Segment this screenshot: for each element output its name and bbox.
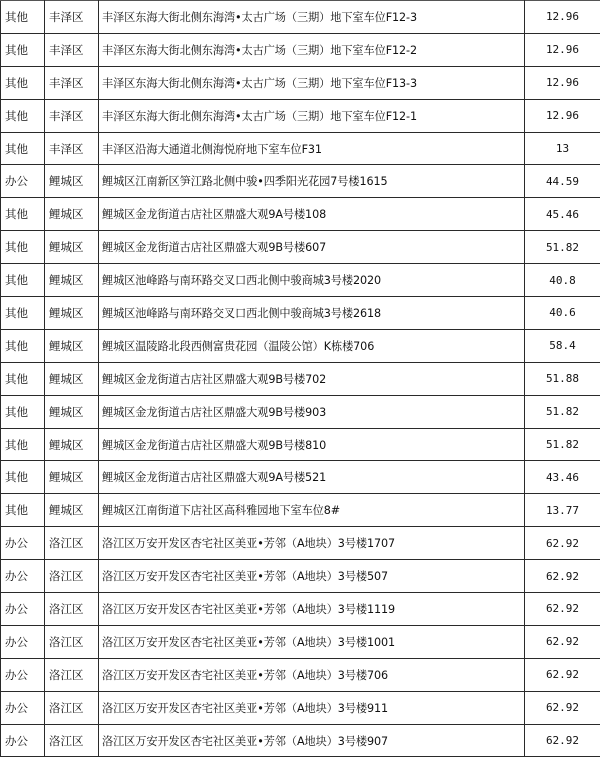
table-row [1, 658, 600, 691]
table-row [1, 329, 600, 362]
cell-area: 51.82 [525, 428, 600, 461]
cell-type: 办公 [1, 527, 45, 560]
cell-type: 其他 [1, 99, 45, 132]
cell-address: 鲤城区金龙街道古店社区鼎盛大观9B号楼702 [99, 362, 525, 395]
cell-district: 鲤城区 [45, 395, 99, 428]
table-row [1, 66, 600, 99]
cell-area: 62.92 [525, 625, 600, 658]
cell-area: 62.92 [525, 658, 600, 691]
cell-area: 45.46 [525, 198, 600, 231]
table-row [1, 625, 600, 658]
cell-address: 鲤城区金龙街道古店社区鼎盛大观9A号楼521 [99, 461, 525, 494]
cell-type: 其他 [1, 198, 45, 231]
table-row [1, 691, 600, 724]
cell-type: 其他 [1, 231, 45, 264]
cell-type: 办公 [1, 625, 45, 658]
cell-district: 鲤城区 [45, 198, 99, 231]
cell-area: 62.92 [525, 724, 600, 757]
cell-district: 鲤城区 [45, 362, 99, 395]
cell-district: 鲤城区 [45, 165, 99, 198]
cell-area: 13 [525, 132, 600, 165]
cell-address: 丰泽区东海大街北侧东海湾•太古广场（三期）地下室车位F12-3 [99, 1, 525, 34]
table-row [1, 99, 600, 132]
cell-area: 40.8 [525, 264, 600, 297]
table-row [1, 231, 600, 264]
cell-area: 13.77 [525, 494, 600, 527]
cell-type: 其他 [1, 329, 45, 362]
cell-district: 丰泽区 [45, 99, 99, 132]
cell-district: 丰泽区 [45, 33, 99, 66]
cell-type: 其他 [1, 494, 45, 527]
cell-type: 其他 [1, 362, 45, 395]
table-row [1, 264, 600, 297]
table-row [1, 165, 600, 198]
cell-address: 鲤城区温陵路北段西侧富贵花园（温陵公馆）K栋楼706 [99, 329, 525, 362]
table-row [1, 395, 600, 428]
cell-address: 丰泽区东海大街北侧东海湾•太古广场（三期）地下室车位F12-2 [99, 33, 525, 66]
cell-type: 办公 [1, 691, 45, 724]
cell-type: 其他 [1, 297, 45, 330]
table-row [1, 560, 600, 593]
cell-area: 40.6 [525, 297, 600, 330]
cell-district: 鲤城区 [45, 264, 99, 297]
cell-type: 办公 [1, 560, 45, 593]
cell-district: 洛江区 [45, 691, 99, 724]
table-row [1, 297, 600, 330]
cell-area: 43.46 [525, 461, 600, 494]
cell-address: 鲤城区池峰路与南环路交叉口西北侧中骏商城3号楼2020 [99, 264, 525, 297]
table-row [1, 527, 600, 560]
cell-address: 丰泽区沿海大通道北侧海悦府地下室车位F31 [99, 132, 525, 165]
cell-district: 洛江区 [45, 593, 99, 626]
cell-area: 12.96 [525, 99, 600, 132]
cell-district: 洛江区 [45, 527, 99, 560]
cell-district: 丰泽区 [45, 1, 99, 34]
cell-address: 鲤城区金龙街道古店社区鼎盛大观9B号楼810 [99, 428, 525, 461]
cell-address: 鲤城区池峰路与南环路交叉口西北侧中骏商城3号楼2618 [99, 297, 525, 330]
table-row [1, 428, 600, 461]
cell-type: 其他 [1, 66, 45, 99]
cell-address: 洛江区万安开发区杏宅社区美亚•芳邻（A地块）3号楼907 [99, 724, 525, 757]
cell-district: 鲤城区 [45, 461, 99, 494]
cell-address: 洛江区万安开发区杏宅社区美亚•芳邻（A地块）3号楼1707 [99, 527, 525, 560]
cell-address: 鲤城区金龙街道古店社区鼎盛大观9A号楼108 [99, 198, 525, 231]
cell-district: 鲤城区 [45, 494, 99, 527]
cell-area: 12.96 [525, 1, 600, 34]
cell-area: 12.96 [525, 66, 600, 99]
table-row [1, 33, 600, 66]
table-body [1, 1, 600, 757]
cell-area: 62.92 [525, 560, 600, 593]
cell-district: 鲤城区 [45, 297, 99, 330]
cell-type: 其他 [1, 395, 45, 428]
cell-area: 62.92 [525, 527, 600, 560]
cell-type: 其他 [1, 132, 45, 165]
cell-address: 洛江区万安开发区杏宅社区美亚•芳邻（A地块）3号楼507 [99, 560, 525, 593]
cell-area: 62.92 [525, 593, 600, 626]
cell-type: 办公 [1, 593, 45, 626]
cell-district: 鲤城区 [45, 428, 99, 461]
cell-address: 洛江区万安开发区杏宅社区美亚•芳邻（A地块）3号楼911 [99, 691, 525, 724]
cell-district: 鲤城区 [45, 231, 99, 264]
cell-type: 其他 [1, 428, 45, 461]
cell-address: 洛江区万安开发区杏宅社区美亚•芳邻（A地块）3号楼1001 [99, 625, 525, 658]
cell-type: 其他 [1, 33, 45, 66]
table-row [1, 1, 600, 34]
cell-address: 丰泽区东海大街北侧东海湾•太古广场（三期）地下室车位F12-1 [99, 99, 525, 132]
cell-type: 办公 [1, 724, 45, 757]
table-row [1, 593, 600, 626]
cell-address: 鲤城区江南新区笋江路北侧中骏•四季阳光花园7号楼1615 [99, 165, 525, 198]
cell-area: 51.82 [525, 231, 600, 264]
cell-area: 51.88 [525, 362, 600, 395]
cell-address: 洛江区万安开发区杏宅社区美亚•芳邻（A地块）3号楼1119 [99, 593, 525, 626]
table-row [1, 132, 600, 165]
cell-area: 12.96 [525, 33, 600, 66]
table-row [1, 724, 600, 757]
cell-district: 洛江区 [45, 724, 99, 757]
cell-address: 洛江区万安开发区杏宅社区美亚•芳邻（A地块）3号楼706 [99, 658, 525, 691]
cell-type: 其他 [1, 264, 45, 297]
cell-area: 44.59 [525, 165, 600, 198]
cell-address: 鲤城区金龙街道古店社区鼎盛大观9B号楼607 [99, 231, 525, 264]
cell-district: 丰泽区 [45, 66, 99, 99]
cell-district: 洛江区 [45, 658, 99, 691]
cell-type: 其他 [1, 1, 45, 34]
cell-district: 洛江区 [45, 560, 99, 593]
cell-area: 58.4 [525, 329, 600, 362]
cell-address: 丰泽区东海大街北侧东海湾•太古广场（三期）地下室车位F13-3 [99, 66, 525, 99]
table-row [1, 494, 600, 527]
cell-district: 丰泽区 [45, 132, 99, 165]
cell-type: 其他 [1, 461, 45, 494]
cell-district: 鲤城区 [45, 329, 99, 362]
cell-type: 办公 [1, 658, 45, 691]
cell-area: 51.82 [525, 395, 600, 428]
cell-address: 鲤城区江南街道下店社区高科雅园地下室车位8# [99, 494, 525, 527]
cell-area: 62.92 [525, 691, 600, 724]
table-row [1, 198, 600, 231]
table-row [1, 461, 600, 494]
cell-district: 洛江区 [45, 625, 99, 658]
cell-type: 办公 [1, 165, 45, 198]
table-row [1, 362, 600, 395]
cell-address: 鲤城区金龙街道古店社区鼎盛大观9B号楼903 [99, 395, 525, 428]
